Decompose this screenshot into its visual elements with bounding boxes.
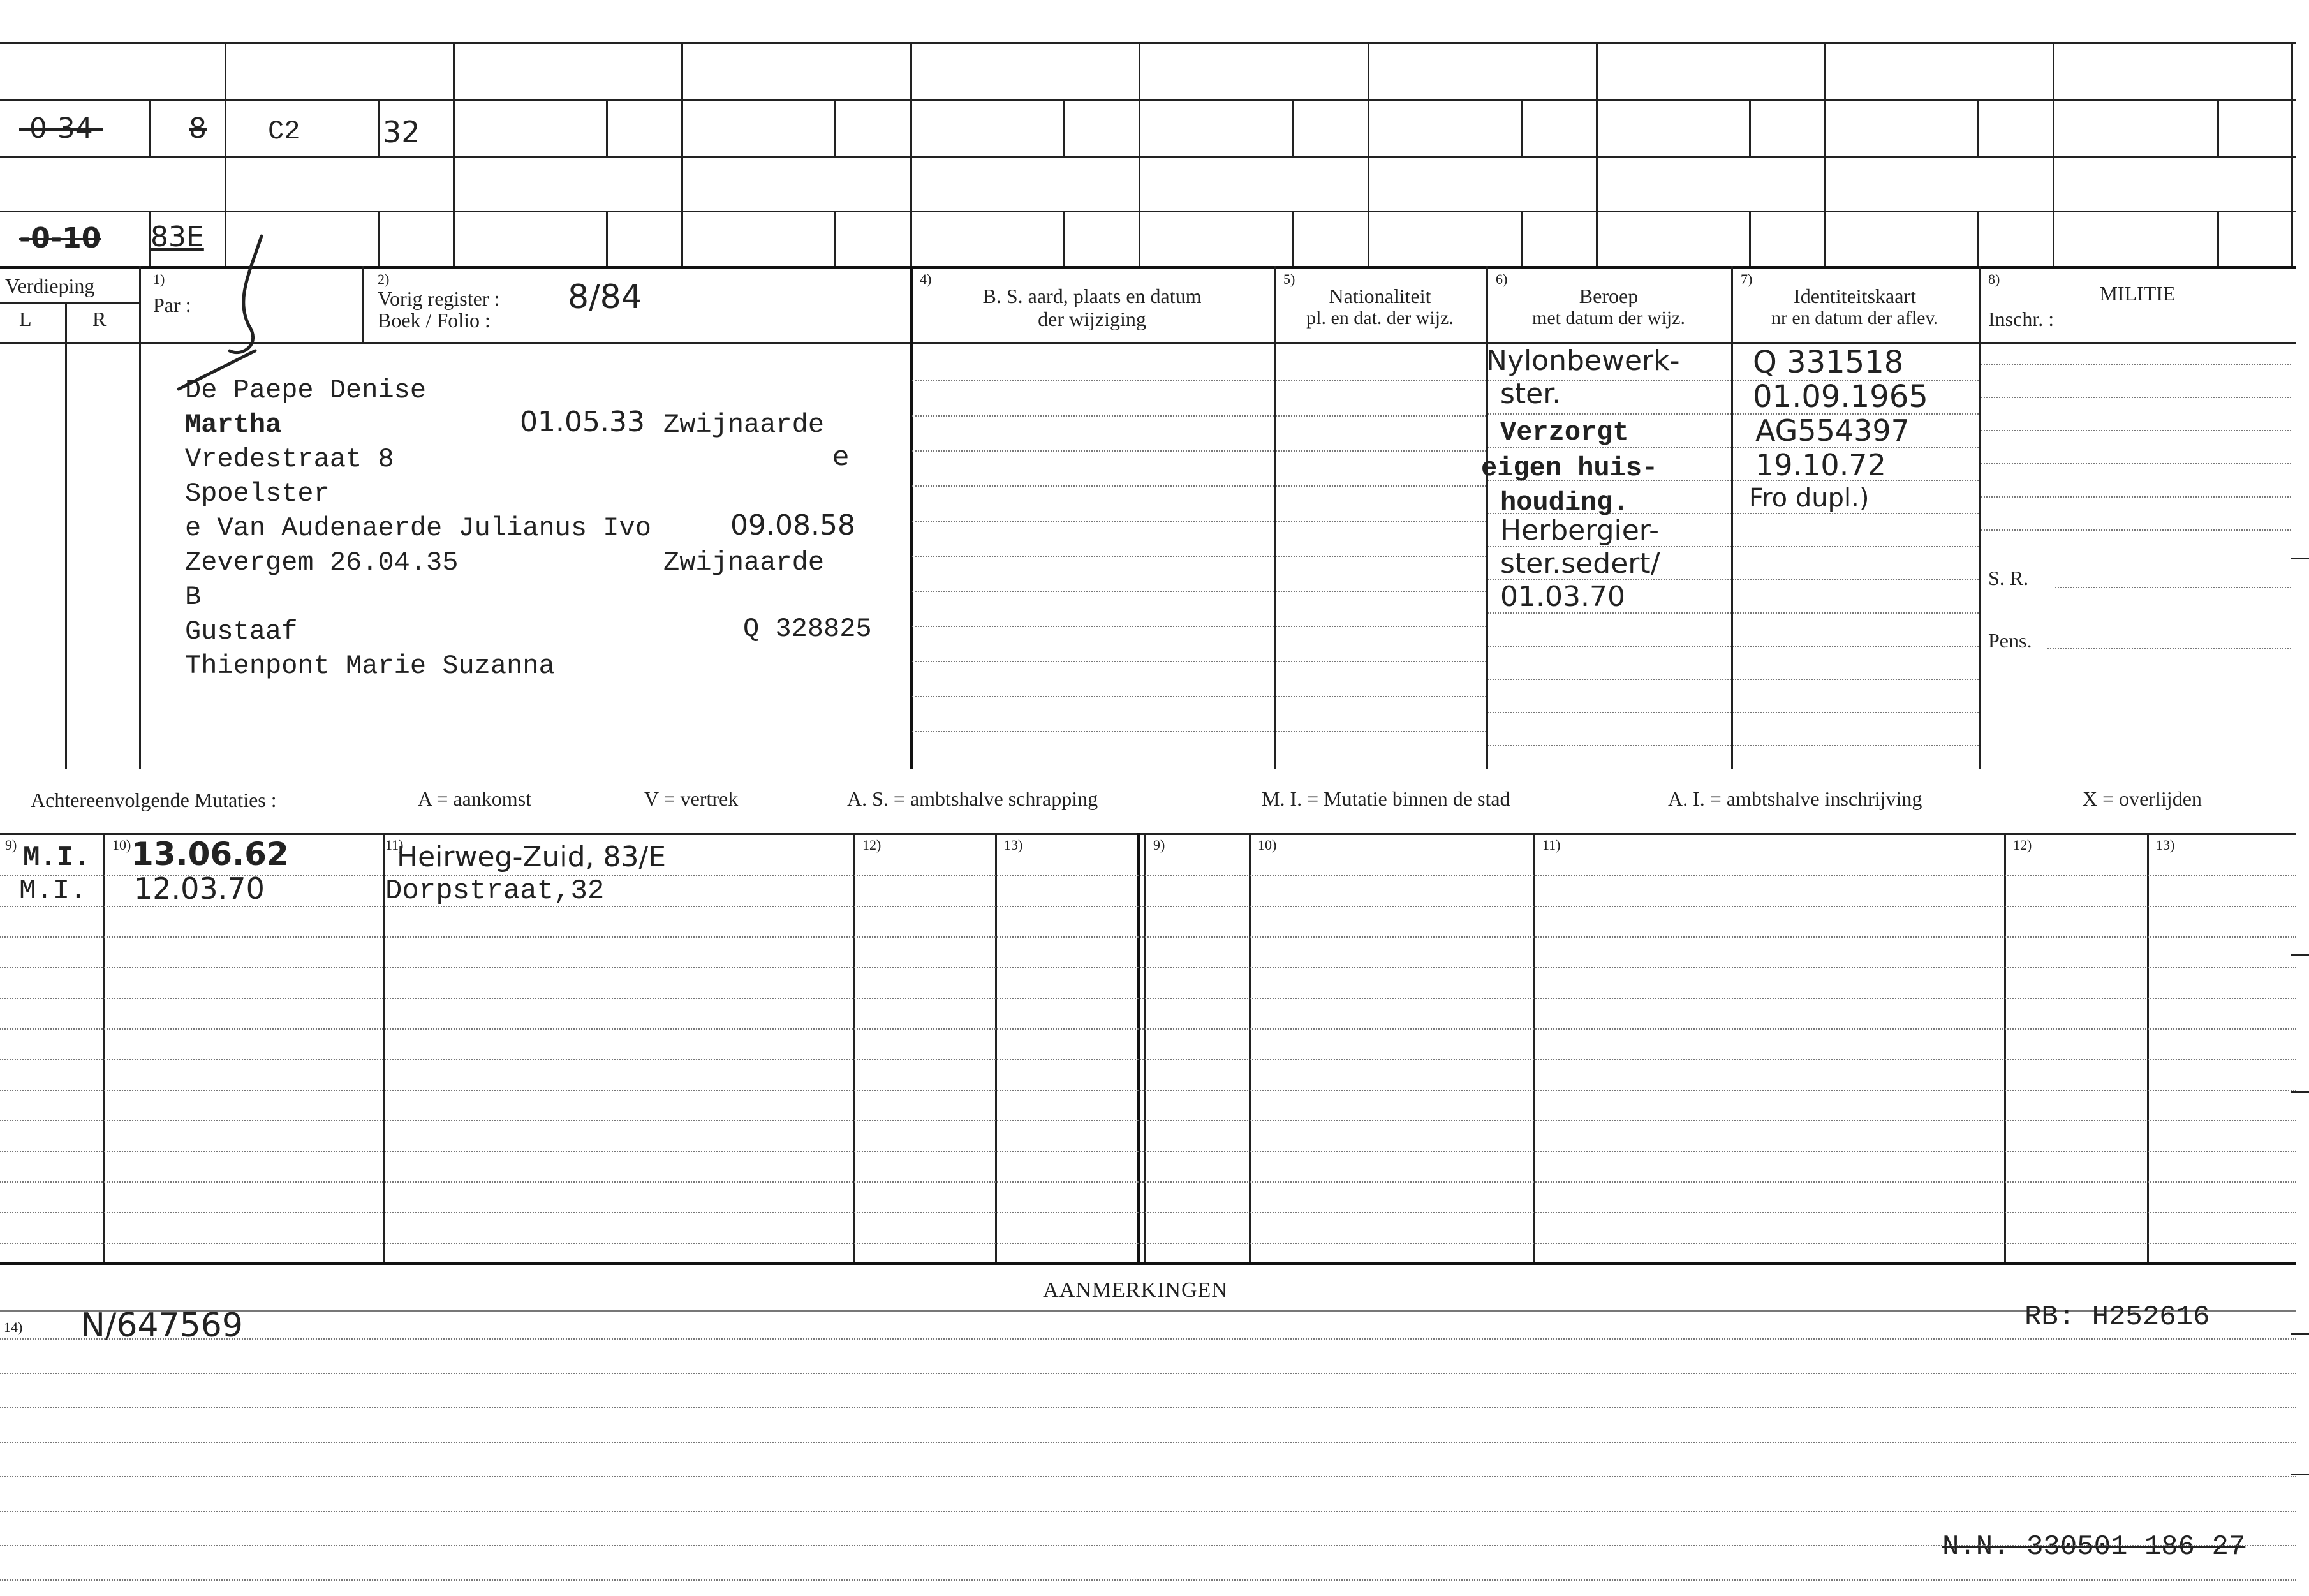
top-grid-subline — [606, 99, 608, 156]
edge-tick — [2291, 1091, 2309, 1093]
id-dotted-line — [1733, 679, 1979, 680]
mut-col-divider — [853, 833, 855, 1262]
mut-col-num-13: 13) — [1004, 837, 1023, 853]
militie-dotted-line — [1981, 364, 2291, 365]
bs-dotted-line — [912, 696, 1274, 697]
top-grid-subline — [834, 99, 836, 156]
beroep-header-line2: met datum der wijz. — [1532, 307, 1685, 329]
mut-col-divider-double — [1137, 833, 1140, 1262]
beroep-line-6: Herbergier- — [1500, 514, 1659, 547]
top-grid-subline — [1521, 99, 1523, 156]
id-reference: Q 328825 — [743, 614, 872, 644]
top-grid-vline — [910, 42, 912, 266]
top-grid-subline — [1977, 211, 1979, 266]
mut-col-divider — [995, 833, 997, 1262]
top-grid-subline — [1063, 211, 1065, 266]
nat-dotted-line — [1276, 661, 1486, 662]
remark-dotted-line — [0, 1476, 2296, 1477]
sr-dots — [2055, 587, 2291, 588]
bs-header-line2: der wijziging — [1038, 307, 1146, 330]
top-grid-subline — [1749, 99, 1751, 156]
bs-dotted-line — [912, 556, 1274, 557]
top-grid-subline — [606, 211, 608, 266]
nat-dotted-line — [1276, 485, 1486, 487]
top-grid-vline — [1596, 42, 1598, 266]
top-grid-vline — [1139, 42, 1140, 266]
beroep-line-1: Nylonbewerk- — [1486, 344, 1680, 377]
col-divider — [1731, 266, 1733, 769]
remark-dotted-line — [0, 1338, 2296, 1340]
mutation-dotted-line — [0, 906, 2296, 907]
bs-dotted-line — [912, 380, 1274, 381]
sr-label: S. R. — [1988, 566, 2029, 589]
top-grid-vline — [1368, 42, 1369, 266]
beroep-dotted-line — [1488, 679, 1731, 680]
mut-col-divider — [383, 833, 385, 1262]
mutation-date-2: 12.03.70 — [134, 871, 265, 906]
top-grid-subline — [1292, 211, 1294, 266]
mut-col-num-11b: 11) — [1542, 837, 1561, 853]
verdieping-label: Verdieping — [5, 274, 95, 297]
militie-dotted-line — [1981, 463, 2291, 464]
mutation-date-1: 13.06.62 — [131, 836, 289, 873]
top-grid-subline — [1521, 211, 1523, 266]
col-num-1: 1) — [153, 271, 165, 287]
mut-col-num-10b: 10) — [1258, 837, 1277, 853]
legend-vertrek: V = vertrek — [644, 787, 739, 810]
mutation-dotted-line — [0, 1212, 2296, 1213]
beroep-line-5: houding. — [1500, 487, 1629, 518]
floor-right-label: R — [92, 307, 107, 330]
beroep-line-2: ster. — [1500, 378, 1561, 410]
bs-dotted-line — [912, 731, 1274, 732]
militie-dotted-line — [1981, 496, 2291, 498]
col-num-4: 4) — [920, 271, 932, 287]
spouse-birth: Zevergem 26.04.35 — [185, 547, 459, 578]
person-name: De Paepe Denise — [185, 375, 427, 406]
bs-dotted-line — [912, 521, 1274, 522]
mutation-dotted-line — [0, 936, 2296, 938]
top-grid-vline — [1824, 42, 1826, 266]
id-dotted-line — [1733, 579, 1979, 580]
spouse-name: e Van Audenaerde Julianus Ivo — [185, 513, 651, 543]
mutation-address-1: Heirweg-Zuid, 83/E — [397, 841, 667, 873]
pens-label: Pens. — [1988, 629, 2032, 652]
col-divider — [139, 266, 141, 769]
mut-col-divider — [2147, 833, 2149, 1262]
militie-dotted-line — [1981, 529, 2291, 531]
id-card-date-2: 19.10.72 — [1755, 448, 1886, 482]
mut-col-num-13b: 13) — [2156, 837, 2175, 853]
col-divider — [910, 266, 913, 769]
top-grid-subline — [1063, 99, 1065, 156]
mutation-dotted-line — [0, 1243, 2296, 1244]
par-label: Par : — [153, 293, 191, 316]
id-dotted-line — [1733, 646, 1979, 647]
mutation-address-2: Dorpstraat,32 — [385, 875, 605, 907]
mutaties-bottom-line — [0, 1262, 2296, 1265]
rb-number: RB: H252616 — [2025, 1301, 2210, 1333]
mut-col-divider — [103, 833, 105, 1262]
edge-tick — [2291, 954, 2309, 956]
beroep-dotted-line — [1488, 712, 1731, 713]
vorig-register-value: 8/84 — [568, 278, 642, 316]
legend-mutatie-binnen-stad: M. I. = Mutatie binnen de stad — [1262, 787, 1510, 810]
bs-dotted-line — [912, 591, 1274, 592]
nat-dotted-line — [1276, 731, 1486, 732]
top-grid-subline — [378, 99, 380, 156]
lr-sub-line — [0, 302, 139, 304]
top-grid-subline — [834, 211, 836, 266]
header-bottom-line — [0, 342, 2296, 344]
bs-dotted-line — [912, 450, 1274, 452]
mut-col-divider — [2004, 833, 2006, 1262]
remark-dotted-line — [0, 1545, 2296, 1546]
id-card-date: 01.09.1965 — [1753, 379, 1928, 415]
bs-dotted-line — [912, 626, 1274, 627]
top-grid-subline — [2217, 99, 2219, 156]
id-dotted-line — [1733, 546, 1979, 547]
mutation-dotted-line — [0, 1028, 2296, 1030]
pens-dots — [2047, 648, 2291, 649]
old-code-1b: 8 — [189, 112, 207, 145]
mark-e: e — [832, 440, 849, 471]
edge-tick — [2291, 1474, 2309, 1475]
col-num-2: 2) — [378, 271, 390, 287]
id-dotted-line — [1733, 712, 1979, 713]
nat-dotted-line — [1276, 696, 1486, 697]
marriage-date: 09.08.58 — [730, 509, 855, 542]
top-grid-vline — [2053, 42, 2054, 266]
top-grid-vline — [2291, 42, 2293, 266]
remark-dotted-line — [0, 1407, 2296, 1408]
marriage-place: Zwijnaarde — [663, 547, 825, 578]
beroep-line-8: 01.03.70 — [1500, 580, 1625, 613]
mutation-dotted-line — [0, 875, 2296, 876]
birth-date: 01.05.33 — [520, 406, 645, 438]
nat-dotted-line — [1276, 450, 1486, 452]
nat-dotted-line — [1276, 521, 1486, 522]
beroep-dotted-line — [1488, 745, 1731, 746]
mutation-type-2: M.I. — [19, 875, 87, 907]
top-border — [0, 42, 2296, 44]
person-b: B — [185, 582, 202, 612]
nat-dotted-line — [1276, 591, 1486, 592]
mut-col-num-10: 10) — [112, 837, 131, 853]
top-grid-subline — [2217, 211, 2219, 266]
old-code-2: -0-10 — [19, 222, 101, 255]
bs-dotted-line — [912, 661, 1274, 662]
mut-col-num-9: 9) — [5, 837, 17, 853]
top-grid-subline — [1292, 99, 1294, 156]
nationaliteit-header-line2: pl. en dat. der wijz. — [1306, 307, 1454, 329]
mutation-dotted-line — [0, 1059, 2296, 1060]
mut-col-divider — [1249, 833, 1251, 1262]
aanmerkingen-top-dots — [0, 1310, 2296, 1312]
mutaties-title: Achtereenvolgende Mutaties : — [31, 788, 277, 811]
col-num-8: 8) — [1988, 271, 2000, 287]
col-num-7: 7) — [1741, 271, 1753, 287]
par-scribble — [166, 230, 332, 395]
mutation-dotted-line — [0, 1090, 2296, 1091]
identiteit-header-line2: nr en datum der aflev. — [1771, 307, 1939, 329]
identiteit-header-line1: Identiteitskaart — [1794, 284, 1916, 307]
mutation-type-1: M.I. — [23, 842, 91, 874]
person-first-name: Martha — [185, 410, 282, 440]
id-card-number-2: AG554397 — [1755, 413, 1910, 448]
remark-dotted-line — [0, 1511, 2296, 1512]
mut-col-num-9b: 9) — [1153, 837, 1165, 853]
mutaties-top-line — [0, 833, 2296, 835]
top-grid-subline — [1977, 99, 1979, 156]
legend-ambtshalve-inschrijving: A. I. = ambtshalve inschrijving — [1668, 787, 1922, 810]
top-grid-line — [0, 211, 2296, 212]
col-divider — [1274, 266, 1276, 769]
national-number: N.N. 330501 186 27 — [1942, 1531, 2246, 1563]
mut-col-divider-double — [1144, 833, 1146, 1262]
aanmerkingen-title: AANMERKINGEN — [1043, 1278, 1228, 1302]
beroep-dotted-line — [1488, 413, 1731, 415]
col-num-6: 6) — [1496, 271, 1508, 287]
bs-header-line1: B. S. aard, plaats en datum — [982, 284, 1202, 307]
remark-number: 14) — [4, 1319, 23, 1335]
col-divider — [362, 266, 364, 343]
militie-dotted-line — [1981, 430, 2291, 431]
house-number-code: 83E — [151, 221, 204, 253]
nat-dotted-line — [1276, 415, 1486, 417]
mutation-dotted-line — [0, 1151, 2296, 1152]
beroep-line-4: eigen huis- — [1481, 453, 1658, 484]
top-grid-line — [0, 99, 2296, 101]
legend-ambtshalve-schrapping: A. S. = ambtshalve schrapping — [847, 787, 1098, 810]
beroep-line-3: Verzorgt — [1500, 417, 1629, 448]
mutation-dotted-line — [0, 1120, 2296, 1121]
top-grid-line — [0, 156, 2296, 158]
floor-left-label: L — [19, 307, 32, 330]
col-divider — [65, 302, 67, 769]
birth-place: Zwijnaarde — [663, 410, 825, 440]
col-divider — [1979, 266, 1981, 769]
militie-header: MILITIE — [2099, 282, 2176, 305]
col-divider — [1486, 266, 1488, 769]
mut-col-divider — [1533, 833, 1535, 1262]
mut-col-num-12: 12) — [862, 837, 882, 853]
beroep-line-7: ster.sedert/ — [1500, 547, 1660, 580]
remark-dotted-line — [0, 1579, 2296, 1581]
mutation-dotted-line — [0, 1181, 2296, 1183]
nat-dotted-line — [1276, 626, 1486, 627]
top-grid-subline — [378, 211, 380, 266]
mut-col-num-12b: 12) — [2013, 837, 2032, 853]
nat-dotted-line — [1276, 556, 1486, 557]
top-grid-vline — [453, 42, 455, 266]
col-num-5: 5) — [1283, 271, 1295, 287]
old-code-1: -0-34- — [19, 112, 103, 145]
inschr-label: Inschr. : — [1988, 307, 2054, 330]
id-dotted-line — [1733, 745, 1979, 746]
remark-dotted-line — [0, 1373, 2296, 1374]
remark-reference: N/647569 — [80, 1306, 243, 1345]
vorig-register-label: Vorig register : — [378, 287, 500, 310]
edge-tick — [2291, 558, 2309, 559]
id-dotted-line — [1733, 612, 1979, 614]
legend-overlijden: X = overlijden — [2083, 787, 2202, 810]
beroep-header-line1: Beroep — [1579, 284, 1639, 307]
nat-dotted-line — [1276, 380, 1486, 381]
remark-dotted-line — [0, 1442, 2296, 1443]
id-dotted-line — [1733, 513, 1979, 514]
sector-number: 32 — [383, 115, 420, 149]
father-name: Gustaaf — [185, 616, 298, 647]
militie-dotted-line — [1981, 397, 2291, 398]
id-card-number: Q 331518 — [1753, 344, 1904, 380]
mutation-dotted-line — [0, 967, 2296, 968]
top-grid-vline — [681, 42, 683, 266]
id-card-duplicate: Fro dupl.) — [1749, 484, 1870, 513]
header-top-line — [0, 266, 2296, 269]
sector-code: C2 — [268, 116, 300, 147]
mother-name: Thienpont Marie Suzanna — [185, 651, 555, 681]
mut-col-num-11: 11) — [385, 837, 404, 853]
bs-dotted-line — [912, 415, 1274, 417]
edge-tick — [2291, 1333, 2309, 1335]
bs-dotted-line — [912, 485, 1274, 487]
mutation-dotted-line — [0, 998, 2296, 999]
address: Vredestraat 8 — [185, 444, 394, 475]
beroep-dotted-line — [1488, 646, 1731, 647]
top-grid-subline — [149, 99, 151, 156]
nationaliteit-header-line1: Nationaliteit — [1329, 284, 1431, 307]
boek-folio-label: Boek / Folio : — [378, 309, 491, 332]
top-grid-subline — [1749, 211, 1751, 266]
profession: Spoelster — [185, 478, 330, 509]
legend-aankomst: A = aankomst — [418, 787, 532, 810]
